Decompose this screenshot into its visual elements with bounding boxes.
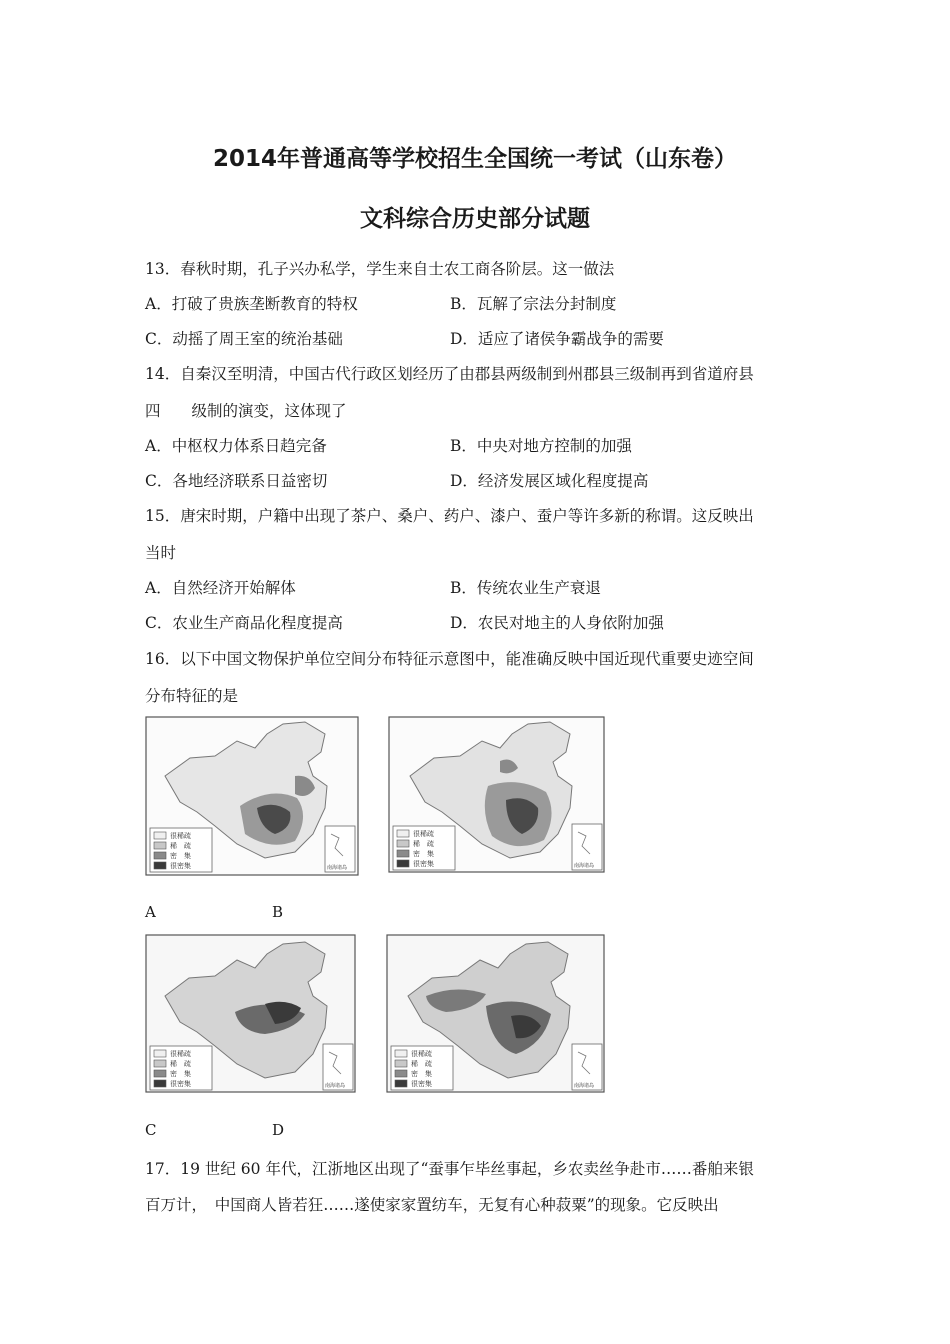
question-15-option-a: A．自然经济开始解体 [145, 579, 296, 597]
map-a-legend-1: 很稀疏 [170, 832, 191, 840]
map-b-inset-label: 南海诸岛 [574, 863, 595, 869]
question-13-option-c: C．动摇了周王室的统治基础 [145, 330, 343, 348]
map-c-legend-1: 很稀疏 [170, 1050, 191, 1058]
map-c-inset-label: 南海诸岛 [325, 1083, 346, 1089]
map-a-legend-2: 稀 疏 [170, 842, 191, 850]
question-13-option-a: A．打破了贵族垄断教育的特权 [145, 295, 358, 313]
question-17-stem-1: 17．19 世纪 60 年代，江浙地区出现了“蚕事乍毕丝事起，乡农卖丝争赴市……番舶来银 [145, 1160, 754, 1178]
map-label-b: B [272, 903, 284, 921]
question-15-option-b: B．传统农业生产衰退 [450, 579, 601, 597]
map-b [388, 716, 606, 874]
question-14-stem-1: 14．自秦汉至明清，中国古代行政区划经历了由郡县两级制到州郡县三级制再到省道府县 [145, 365, 754, 383]
map-c-legend-3: 密 集 [170, 1070, 191, 1078]
question-14-option-b: B．中央对地方控制的加强 [450, 437, 632, 455]
question-17-stem-2: 百万计， 中国商人皆若狂……遂使家家置纺车，无复有心种菽粟”的现象。它反映出 [145, 1196, 719, 1214]
map-d-legend-4: 很密集 [411, 1080, 432, 1088]
question-14-option-c: C．各地经济联系日益密切 [145, 472, 328, 490]
map-label-d: D [272, 1121, 285, 1139]
question-15-option-d: D．农民对地主的人身依附加强 [450, 614, 664, 632]
map-a [145, 716, 360, 876]
map-d-inset-label: 南海诸岛 [574, 1083, 595, 1089]
map-a-inset-label: 南海诸岛 [327, 865, 348, 871]
question-16-stem-1: 16．以下中国文物保护单位空间分布特征示意图中，能准确反映中国近现代重要史迹空间 [145, 650, 754, 668]
map-b-legend-3: 密 集 [413, 850, 434, 858]
map-b-legend-4: 很密集 [413, 860, 434, 868]
question-14-stem-2: 四 级制的演变，这体现了 [145, 402, 347, 420]
question-13-option-d: D．适应了诸侯争霸战争的需要 [450, 330, 664, 348]
question-13-stem: 13．春秋时期，孔子兴办私学，学生来自士农工商各阶层。这一做法 [145, 260, 615, 278]
map-b-legend-2: 稀 疏 [413, 840, 434, 848]
question-15-option-c: C．农业生产商品化程度提高 [145, 614, 343, 632]
map-d-legend-1: 很稀疏 [411, 1050, 432, 1058]
question-16-stem-2: 分布特征的是 [145, 687, 239, 705]
map-a-legend-3: 密 集 [170, 852, 191, 860]
map-b-legend-1: 很稀疏 [413, 830, 434, 838]
map-a-legend-4: 很密集 [170, 862, 191, 870]
map-d-legend-2: 稀 疏 [411, 1060, 432, 1068]
map-c [145, 934, 357, 1094]
map-d-legend-3: 密 集 [411, 1070, 432, 1078]
page-title: 2014年普通高等学校招生全国统一考试（山东卷） [212, 146, 737, 172]
map-label-a: A [145, 903, 156, 921]
page-subtitle: 文科综合历史部分试题 [360, 206, 590, 232]
question-13-option-b: B．瓦解了宗法分封制度 [450, 295, 617, 313]
map-label-c: C [145, 1121, 157, 1139]
question-14-option-a: A．中枢权力体系日趋完备 [145, 437, 327, 455]
map-c-legend-2: 稀 疏 [170, 1060, 191, 1068]
map-d [386, 934, 606, 1094]
question-14-option-d: D．经济发展区域化程度提高 [450, 472, 649, 490]
map-c-legend-4: 很密集 [170, 1080, 191, 1088]
question-15-stem-2: 当时 [145, 544, 177, 562]
question-15-stem-1: 15．唐宋时期，户籍中出现了茶户、桑户、药户、漆户、蚕户等许多新的称谓。这反映出 [145, 507, 754, 525]
